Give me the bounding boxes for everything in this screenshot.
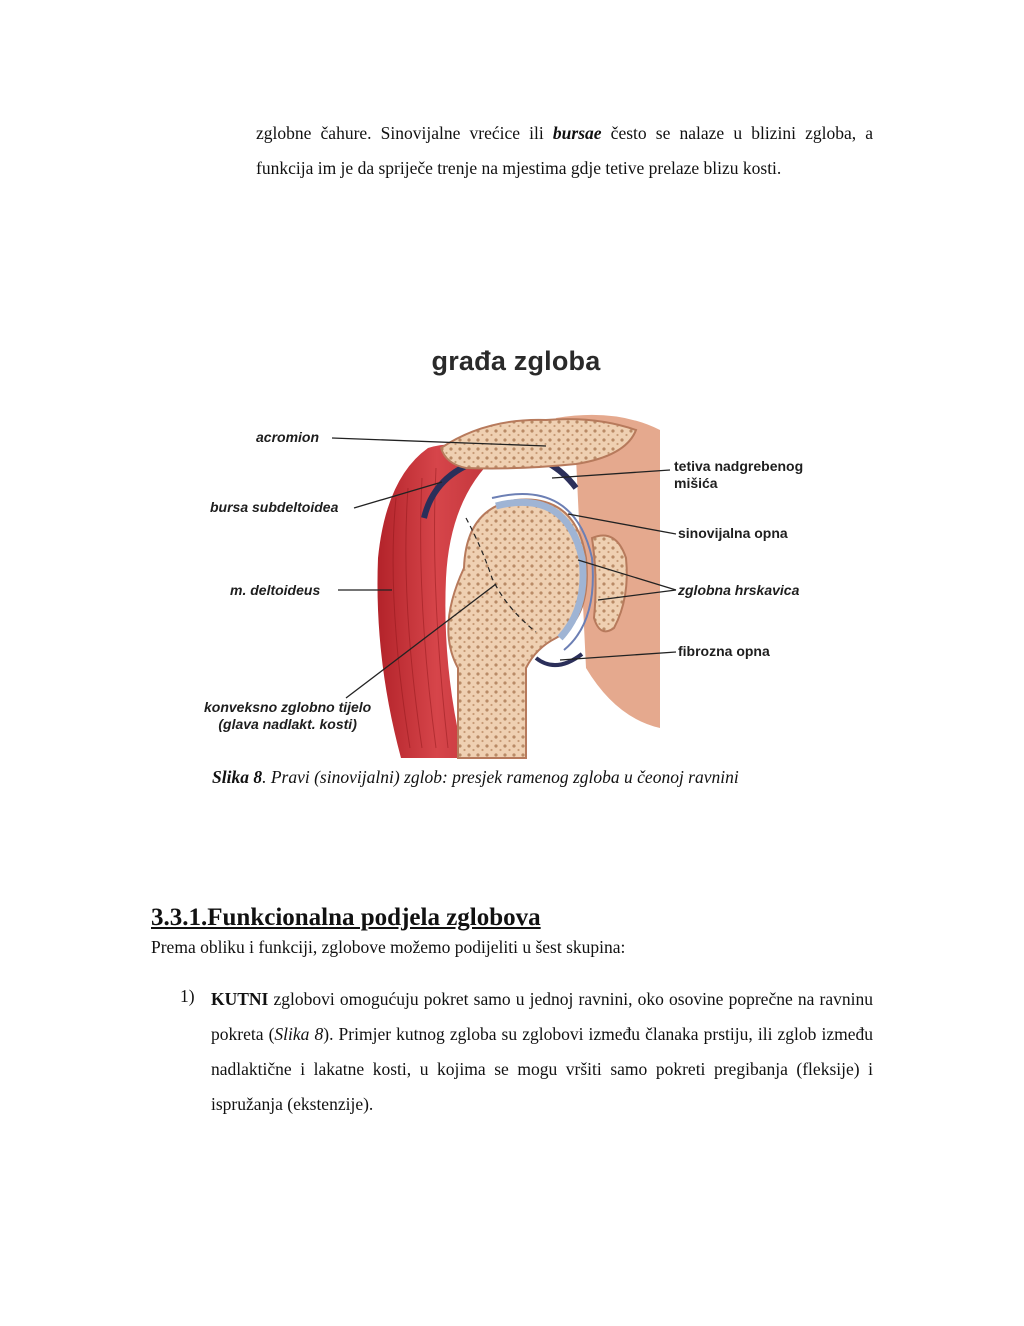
top-paragraph [256,116,873,186]
label-deltoideus: m. deltoideus [230,582,321,598]
label-hrskavica: zglobna hrskavica [678,582,800,598]
figure-title: građa zgloba [431,346,601,376]
label-konveksno-line2: (glava nadlakt. kosti) [218,716,357,732]
label-sinovijalna: sinovijalna opna [678,525,788,541]
label-acromion: acromion [256,429,320,445]
list-item [211,982,873,1122]
section-intro: Prema obliku i funkciji, zglobove možemo podijeliti u šest skupina: [151,937,626,957]
figure-reference: Slika 8 [274,1024,324,1044]
section-heading: 3.3.1.Funkcionalna podjela zglobova [151,904,541,931]
list-item-term: KUTNI [211,989,269,1009]
label-tetiva [674,458,803,492]
label-konveksno-line1: konveksno zglobno tijelo [204,699,372,715]
top-paragraph-text: zglobne čahure. Sinovijalne vrećice ili [256,123,553,143]
caption-text: . Pravi (sinovijalni) zglob: presjek ramenog zgloba u čeonoj ravnini [262,767,739,787]
label-tetiva-line2: mišića [674,475,718,491]
top-paragraph-text-cont: često se nalaze u blizini zgloba, a funkcija im je da spriječe trenje na mjestima gdje tetive prelaze blizu kosti. [256,123,873,178]
shoulder-joint-figure [196,338,836,768]
caption-label: Slika 8 [212,767,263,787]
list-item-text-cont: ). Primjer kutnog zgloba su zglobovi između članaka prstiju, ili zglob između nadlaktične i lakatne kosti, u kojima se mogu vršiti samo pokreti pregibanja (fleksije) i ispružanja (ekstenzije). [211,1024,873,1114]
label-tetiva-line1: tetiva nadgrebenog [674,458,804,474]
label-fibrozna: fibrozna opna [678,643,770,659]
bursae-term: bursae [552,123,602,143]
figure-caption [212,767,739,788]
list-item-text: zglobovi omogućuju pokret samo u jednoj ravnini, oko osovine poprečne na ravninu pokreta ( [211,989,873,1044]
list-item-number: 1) [180,986,195,1006]
label-bursa: bursa subdeltoidea [210,499,339,515]
label-konveksno [204,699,371,733]
